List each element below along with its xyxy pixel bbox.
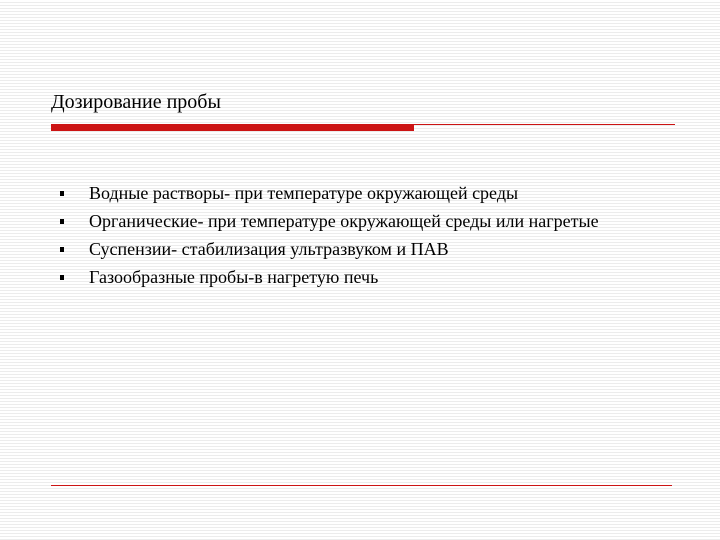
square-bullet-icon bbox=[60, 191, 64, 196]
bullet-item bbox=[0, 235, 629, 263]
bullet-text: Водные растворы- при температуре окружающей среды bbox=[89, 183, 519, 203]
bullet-text: Газообразные пробы-в нагретую печь bbox=[89, 267, 379, 287]
title-underline-thin bbox=[414, 124, 675, 125]
bullet-text: Органические- при температуре окружающей среды или нагретые bbox=[89, 211, 599, 231]
square-bullet-icon bbox=[60, 219, 64, 224]
square-bullet-icon bbox=[60, 247, 64, 252]
slide-title: Дозирование пробы bbox=[51, 91, 221, 113]
bullet-item bbox=[0, 263, 629, 291]
bullet-list bbox=[0, 179, 720, 291]
bullet-text: Суспензии- стабилизация ультразвуком и ПАВ bbox=[89, 239, 449, 259]
footer-divider bbox=[51, 485, 672, 486]
bullet-item bbox=[0, 179, 629, 207]
title-underline-thick bbox=[51, 124, 414, 131]
bullet-item bbox=[0, 207, 629, 235]
square-bullet-icon bbox=[60, 275, 64, 280]
